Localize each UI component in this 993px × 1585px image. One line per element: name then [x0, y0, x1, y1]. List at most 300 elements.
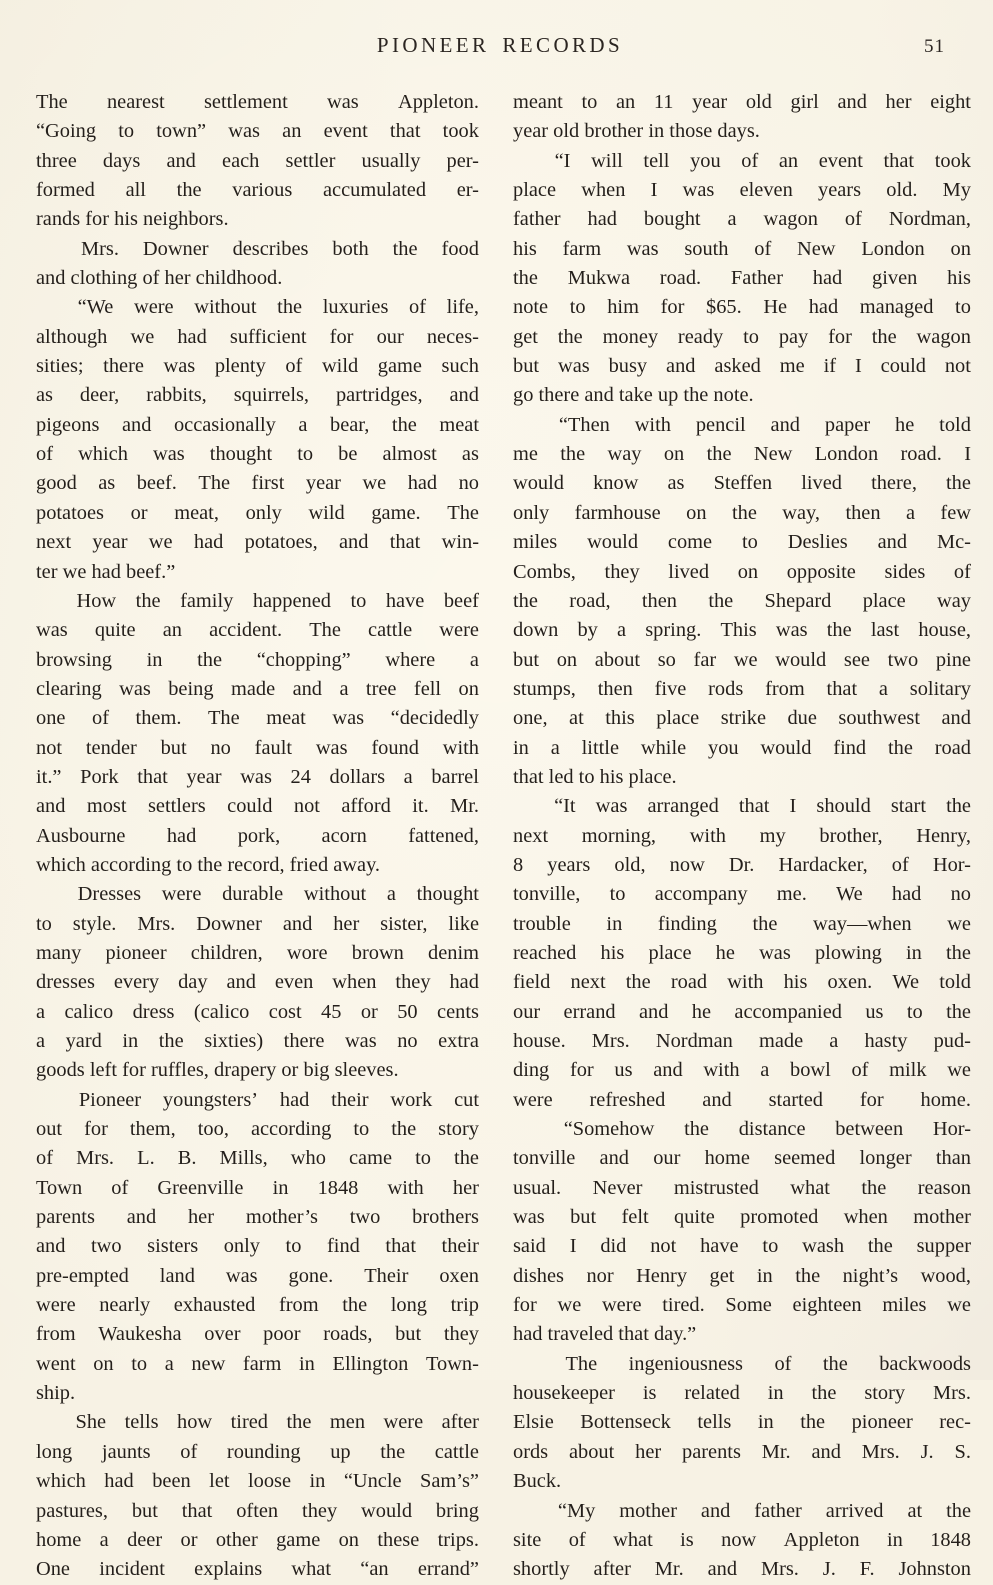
word: denim — [428, 941, 479, 964]
word: hasty — [864, 1030, 908, 1052]
word: when — [581, 179, 626, 202]
word: farm — [562, 237, 602, 260]
word: pastures, — [36, 1499, 108, 1522]
text-line — [36, 1115, 479, 1144]
word: him — [607, 296, 639, 319]
word: with — [387, 1176, 424, 1199]
word: while — [640, 736, 687, 759]
word: tree — [365, 677, 397, 700]
text-line — [513, 1350, 971, 1379]
word: in — [122, 1030, 139, 1052]
word: spring. — [645, 619, 702, 642]
word: from — [278, 1294, 319, 1317]
word: the — [135, 589, 161, 612]
text-line — [36, 88, 479, 117]
word: each — [222, 149, 260, 172]
word: about — [594, 648, 641, 671]
paragraph-indent — [513, 147, 534, 176]
word: had — [177, 325, 207, 348]
word: note — [513, 296, 549, 319]
paragraph-indent — [36, 587, 57, 616]
word: new — [191, 1352, 226, 1375]
word: long — [390, 1294, 427, 1317]
word: to — [131, 1352, 148, 1375]
word: managed — [859, 296, 934, 319]
word: them, — [129, 1118, 176, 1141]
word: and — [837, 91, 867, 113]
word: two — [887, 648, 919, 671]
word: eighteen — [792, 1294, 862, 1317]
word: which — [36, 1470, 86, 1493]
word: with — [703, 1059, 740, 1082]
word: he — [691, 1000, 712, 1023]
text-line — [36, 381, 479, 410]
word: every — [113, 971, 160, 994]
line-text: go there and take up the note. — [513, 384, 754, 407]
word: fattened, — [408, 824, 479, 847]
word: who — [290, 1147, 326, 1170]
word: you — [690, 149, 721, 172]
word: than — [935, 1147, 971, 1170]
word: the — [826, 619, 852, 642]
line-text: which according to the record, fried away. — [36, 853, 381, 876]
word: made — [230, 677, 276, 700]
word: seemed — [774, 1147, 836, 1170]
word: with — [689, 824, 726, 847]
word: game. — [371, 501, 421, 524]
text-line — [36, 293, 479, 322]
word: nor — [586, 1264, 614, 1287]
word: thought — [209, 443, 273, 466]
text-line — [513, 998, 971, 1027]
word: and — [599, 1147, 629, 1170]
word: too, — [197, 1118, 229, 1141]
word: busy — [608, 355, 648, 378]
word: He — [763, 296, 788, 319]
word: often — [236, 1499, 279, 1522]
text-line — [513, 293, 971, 322]
word: and — [36, 795, 66, 818]
word: and — [166, 149, 196, 172]
word: yard — [65, 1030, 102, 1052]
word: three — [36, 149, 77, 172]
word: “Then — [558, 413, 610, 436]
word: road. — [659, 267, 702, 290]
word: not — [36, 736, 63, 759]
word: road, — [569, 589, 611, 612]
text-line — [36, 1497, 479, 1526]
word: house. — [513, 1030, 566, 1052]
text-line — [36, 264, 479, 293]
word: home — [36, 1528, 82, 1551]
word: were — [601, 1294, 642, 1317]
text-line — [36, 734, 479, 763]
word: even — [274, 971, 314, 994]
word: you — [708, 736, 739, 759]
word: to — [415, 1147, 431, 1170]
word: way — [937, 589, 971, 612]
text-line — [36, 1144, 479, 1173]
word: “Going — [36, 120, 97, 143]
word: clearing — [36, 677, 102, 700]
column-right — [513, 88, 971, 1585]
text-line — [513, 1232, 971, 1261]
word: an — [162, 619, 182, 642]
word: browsing — [36, 648, 112, 671]
word: his — [600, 941, 625, 964]
word: mother’s — [245, 1206, 318, 1229]
word: the — [391, 413, 417, 436]
word: the — [625, 971, 651, 994]
word: game — [377, 355, 422, 378]
word: of — [36, 1147, 53, 1170]
text-line — [513, 88, 971, 117]
word: Sam’s” — [420, 1470, 479, 1493]
word: the — [513, 267, 538, 290]
word: were — [161, 883, 202, 906]
paragraph-indent — [36, 235, 57, 264]
word: been — [152, 1470, 191, 1493]
page-number: 51 — [924, 36, 945, 57]
text-line — [513, 1174, 971, 1203]
word: children, — [190, 941, 263, 964]
word: luxuries — [322, 296, 389, 319]
word: and — [126, 1206, 157, 1229]
word: like — [448, 912, 479, 935]
text-line — [36, 176, 479, 205]
word: way — [607, 443, 642, 466]
text-line — [36, 822, 479, 851]
text-line — [36, 1350, 479, 1379]
word: and — [770, 413, 800, 436]
word: the — [946, 1000, 971, 1023]
word: land — [159, 1264, 195, 1287]
word: days — [102, 149, 141, 172]
word: the — [867, 1235, 893, 1258]
word: Dresses — [77, 883, 142, 906]
text-line — [36, 1438, 479, 1467]
word: arrived — [825, 1499, 884, 1522]
word: in — [146, 648, 163, 671]
word: not — [650, 1235, 677, 1258]
word: rods — [708, 677, 744, 700]
word: Town — [36, 1176, 83, 1199]
paragraph-indent — [513, 792, 534, 821]
word: 11 — [653, 91, 674, 113]
word: when — [843, 1206, 888, 1229]
word: is — [642, 1382, 657, 1405]
word: wood, — [920, 1264, 971, 1287]
word: they — [604, 560, 640, 583]
word: 45 — [321, 1000, 342, 1023]
word: were — [133, 296, 174, 319]
word: them. — [135, 707, 182, 730]
word: describes — [232, 237, 309, 260]
word: told — [939, 413, 971, 436]
word: F. — [859, 1558, 875, 1581]
word: “It — [554, 795, 576, 818]
text-line — [513, 1291, 971, 1320]
word: down — [513, 619, 559, 642]
page-header-title — [377, 33, 623, 58]
word: with — [442, 736, 479, 759]
paragraph — [513, 88, 971, 147]
word: would — [760, 736, 812, 759]
word: start — [890, 795, 926, 818]
word: win- — [441, 531, 479, 554]
word: The — [309, 619, 341, 642]
word: have — [385, 589, 425, 612]
text-line — [513, 763, 971, 792]
word: given — [872, 267, 918, 290]
word: The — [447, 501, 479, 524]
word: said — [513, 1235, 546, 1258]
word: miles — [882, 1294, 927, 1317]
text-line — [513, 704, 971, 733]
word: errand” — [417, 1558, 479, 1581]
text-line — [513, 851, 971, 880]
word: find — [326, 1235, 360, 1258]
word: did — [600, 1235, 627, 1258]
word: site — [513, 1528, 542, 1551]
word: we — [947, 1294, 971, 1317]
word: ords — [513, 1440, 549, 1463]
word: poor — [263, 1323, 301, 1346]
word: told — [939, 971, 971, 994]
word: but — [395, 1323, 422, 1346]
word: Mr. — [654, 1558, 684, 1581]
word: barrel — [431, 765, 479, 788]
word: $65. — [706, 296, 742, 319]
word: wagon — [763, 208, 818, 231]
word: was — [626, 237, 659, 260]
word: Mrs. — [591, 1030, 630, 1052]
word: he — [715, 941, 735, 964]
word: Pioneer — [78, 1088, 142, 1111]
word: New — [797, 237, 836, 260]
word: Ausbourne — [36, 824, 126, 847]
text-line — [513, 1086, 971, 1115]
word: of — [851, 1059, 869, 1082]
word: on — [950, 237, 971, 260]
word: to — [743, 325, 759, 348]
word: the — [731, 501, 757, 524]
text-line — [36, 1320, 479, 1349]
word: not — [944, 355, 971, 378]
word: the — [286, 1411, 312, 1434]
word: a — [469, 648, 479, 671]
word: was — [36, 619, 68, 642]
word: a — [829, 1030, 839, 1052]
word: was — [759, 941, 791, 964]
text-line — [513, 1115, 971, 1144]
text-line — [513, 1203, 971, 1232]
word: for — [569, 1059, 594, 1082]
word: Their — [364, 1264, 409, 1287]
word: “We — [77, 296, 114, 319]
word: but — [513, 355, 540, 378]
word: one, — [513, 707, 548, 730]
word: bear, — [330, 413, 370, 436]
text-line — [513, 558, 971, 587]
word: of — [180, 1440, 198, 1463]
word: took — [934, 149, 971, 172]
word: only — [245, 501, 282, 524]
word: as — [667, 472, 685, 495]
word: could — [227, 795, 273, 818]
word: milk — [889, 1059, 927, 1082]
text-line — [36, 587, 479, 616]
word: Mrs. — [933, 1382, 971, 1405]
word: was — [595, 795, 628, 818]
word: tonville, — [513, 883, 581, 906]
text-line — [36, 558, 479, 587]
word: but — [160, 736, 187, 759]
line-text: Buck. — [513, 1470, 562, 1493]
word: father — [754, 1499, 802, 1522]
word: from — [36, 1323, 76, 1346]
word: We — [836, 883, 863, 906]
word: my — [759, 824, 786, 847]
word: would — [775, 648, 827, 671]
word: lived — [801, 472, 842, 495]
word: pre-empted — [36, 1264, 129, 1287]
word: a — [727, 208, 737, 231]
word: five — [654, 677, 687, 700]
word: to — [609, 883, 626, 906]
word: (calico — [193, 1000, 250, 1023]
word: a — [760, 1059, 770, 1082]
word: the — [822, 1352, 848, 1375]
word: night’s — [842, 1264, 899, 1287]
word: a — [36, 1030, 46, 1052]
word: to — [285, 1235, 302, 1258]
word: I — [789, 795, 797, 818]
text-line — [36, 205, 479, 234]
word: her — [187, 1206, 215, 1229]
paragraph — [513, 147, 971, 411]
word: settlers — [147, 795, 206, 818]
word: brown — [351, 941, 404, 964]
word: to — [955, 296, 971, 319]
word: first — [251, 472, 285, 495]
word: sisters — [147, 1235, 199, 1258]
word: how — [177, 1411, 213, 1434]
paragraph — [513, 1350, 971, 1497]
word: of — [92, 707, 109, 730]
word: on — [338, 1528, 359, 1551]
word: longer — [859, 1147, 912, 1170]
word: the — [513, 589, 538, 612]
word: quite — [674, 1206, 715, 1229]
word: for — [660, 296, 685, 319]
word: plowing — [814, 941, 882, 964]
word: We — [892, 971, 920, 994]
word: all — [125, 179, 146, 202]
word: there — [103, 355, 144, 378]
word: supper — [916, 1235, 971, 1258]
word: of — [285, 355, 303, 378]
word: tired. — [662, 1294, 705, 1317]
word: Mr. — [761, 1440, 791, 1463]
line-text: and clothing of her childhood. — [36, 267, 283, 290]
word: various — [232, 179, 293, 202]
paragraph — [36, 1408, 479, 1584]
word: on — [93, 1352, 114, 1375]
text-line — [513, 1027, 971, 1056]
word: the — [342, 1294, 368, 1317]
word: B. — [177, 1147, 197, 1170]
word: oxen. — [827, 971, 873, 994]
word: incident — [99, 1558, 165, 1581]
word: was — [225, 1264, 258, 1287]
word: Henry, — [916, 824, 971, 847]
word: long — [36, 1440, 73, 1463]
text-line — [36, 998, 479, 1027]
word: day — [178, 971, 208, 994]
word: calico — [64, 1000, 114, 1023]
word: thought — [416, 883, 479, 906]
text-line — [513, 264, 971, 293]
word: of — [568, 1528, 586, 1551]
word: New — [753, 443, 793, 466]
word: family — [180, 589, 234, 612]
word: without — [194, 296, 257, 319]
text-line — [513, 1056, 971, 1085]
word: mistrusted — [673, 1176, 759, 1199]
word: over — [204, 1323, 241, 1346]
word: no — [397, 1030, 418, 1052]
word: was — [557, 355, 590, 378]
text-line — [513, 381, 971, 410]
word: being — [168, 677, 214, 700]
word: place — [862, 589, 906, 612]
word: Mukwa — [567, 267, 631, 290]
word: was — [119, 677, 151, 700]
text-line — [36, 528, 479, 557]
word: had — [166, 824, 197, 847]
word: a — [905, 501, 916, 524]
word: there — [283, 1030, 325, 1052]
word: related — [684, 1382, 740, 1405]
word: had — [407, 472, 438, 495]
word: was — [228, 120, 260, 143]
word: Henry — [636, 1264, 688, 1287]
text-line — [36, 147, 479, 176]
word: pud- — [933, 1030, 971, 1052]
word: the — [158, 1030, 184, 1052]
word: which — [78, 443, 128, 466]
text-line — [36, 1203, 479, 1232]
word: Nordman — [655, 1030, 733, 1052]
word: the — [277, 296, 303, 319]
word: we — [947, 912, 971, 935]
word: dress — [132, 1000, 175, 1023]
word: strike — [720, 707, 766, 730]
word: two — [91, 1235, 122, 1258]
word: felt — [621, 1206, 649, 1229]
word: asked — [714, 355, 761, 378]
word: Mrs. — [861, 1440, 900, 1463]
text-line — [513, 528, 971, 557]
word: were — [513, 1088, 553, 1111]
text-line — [36, 469, 479, 498]
word: a — [617, 619, 627, 642]
word: these — [377, 1528, 420, 1551]
word: style. — [72, 912, 117, 935]
word: our — [653, 1147, 681, 1170]
word: stumps, — [513, 677, 576, 700]
